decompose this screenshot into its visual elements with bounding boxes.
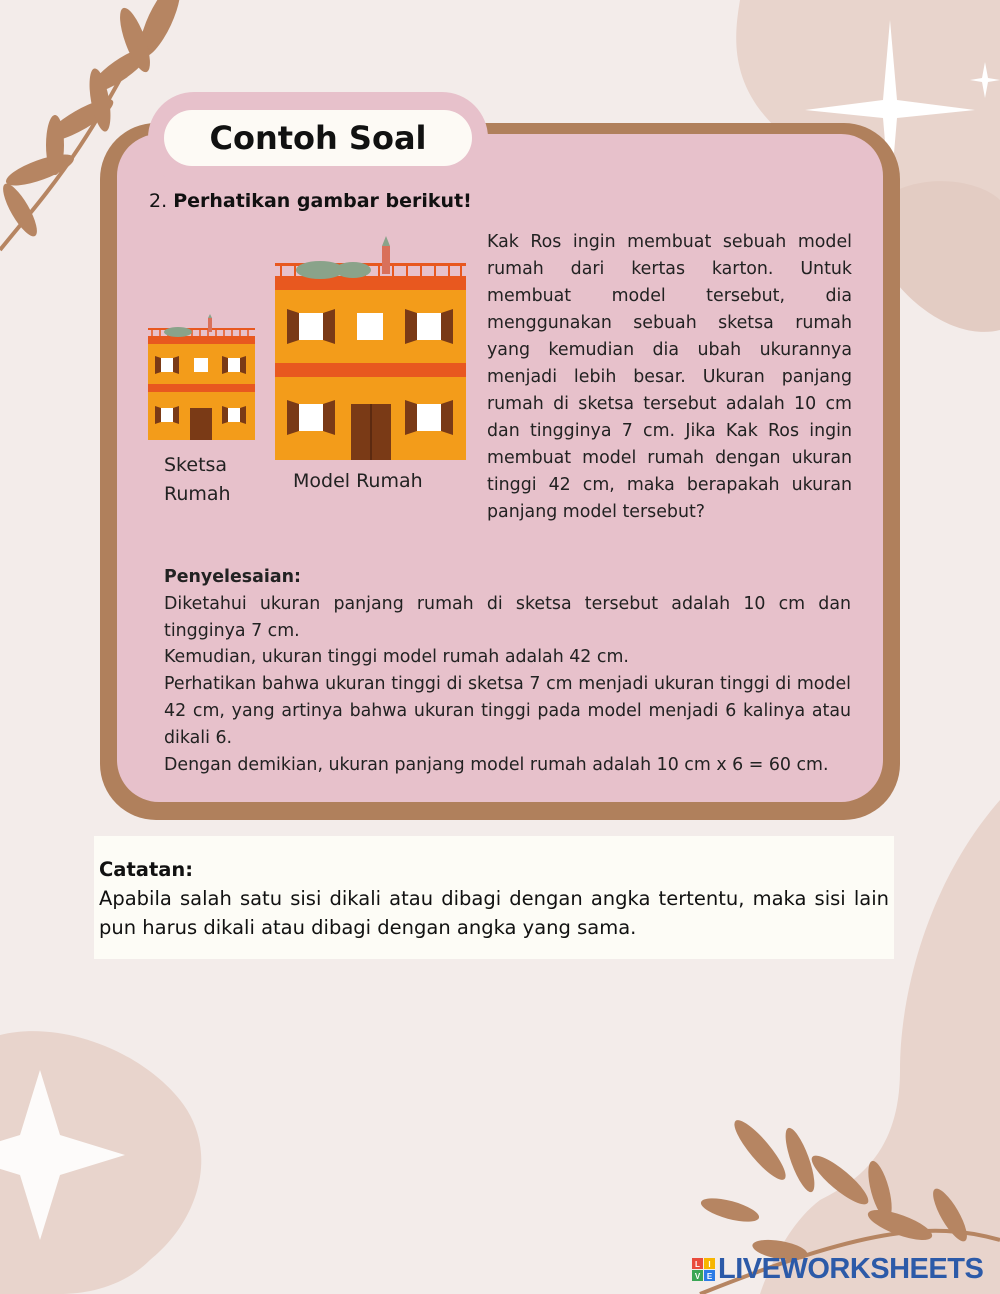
svg-text:I: I xyxy=(708,1259,711,1269)
problem-text: Kak Ros ingin membuat sebuah model rumah dari kertas karton. Untuk membuat model tersebut, dia menggunakan sebuah sketsa rumah yang kemudian dia ubah ukurannya menjadi lebih besar. Ukuran panjang rumah di sketsa tersebut adalah 10 cm dan tingginya 7 cm. Jika Kak Ros ingin membuat model rumah dengan ukuran tinggi 42 cm, maka berapakah ukuran panjang model tersebut? xyxy=(487,232,852,522)
svg-text:E: E xyxy=(706,1271,713,1281)
liveworksheets-logo[interactable] xyxy=(692,1253,983,1286)
sketch-caption: Sketsa Rumah xyxy=(164,454,231,505)
solution-line: Perhatikan bahwa ukuran tinggi di sketsa 7 cm menjadi ukuran tinggi di model 42 cm, yang artinya bahwa ukuran tinggi pada model menjadi 6 kalinya atau dikali 6. xyxy=(164,674,851,748)
svg-text:L: L xyxy=(695,1259,700,1269)
title-tab xyxy=(164,110,472,166)
question-heading xyxy=(149,190,472,212)
question-heading-text: Perhatikan gambar berikut! xyxy=(173,190,472,212)
solution-line: Kemudian, ukuran tinggi model rumah adalah 42 cm. xyxy=(164,647,629,668)
note-box xyxy=(94,836,894,959)
note-heading: Catatan: xyxy=(99,858,194,881)
note-text: Apabila salah satu sisi dikali atau dibagi dengan angka tertentu, maka sisi lain pun harus dikali atau dibagi dengan angka yang sama. xyxy=(99,887,889,939)
model-house-image xyxy=(275,236,467,460)
solution-line: Dengan demikian, ukuran panjang model rumah adalah 10 cm x 6 = 60 cm. xyxy=(164,754,829,775)
solution-heading: Penyelesaian: xyxy=(164,567,301,587)
svg-text:V: V xyxy=(694,1271,701,1281)
page-title: Contoh Soal xyxy=(209,119,427,157)
model-caption: Model Rumah xyxy=(293,470,423,492)
question-number: 2. xyxy=(149,190,168,212)
sketch-house-image xyxy=(148,314,256,442)
liveworksheets-wordmark: LIVEWORKSHEETS xyxy=(718,1253,984,1285)
solution-section xyxy=(164,564,851,778)
solution-line: Diketahui ukuran panjang rumah di sketsa tersebut adalah 10 cm dan tingginya 7 cm. xyxy=(164,593,851,641)
liveworksheets-logo-icon xyxy=(692,1258,716,1282)
